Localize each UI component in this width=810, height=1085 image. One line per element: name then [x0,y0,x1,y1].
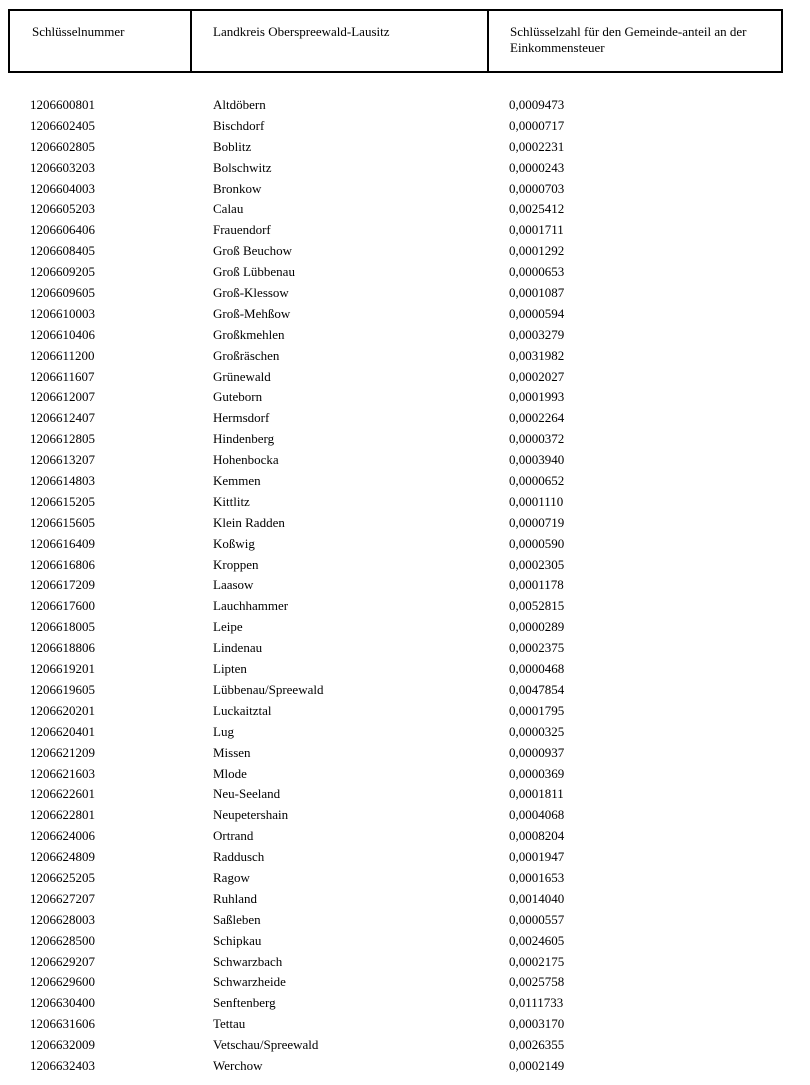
row-ratio: 0,0052815 [509,598,565,614]
row-key: 1206610406 [30,326,95,342]
row-municipality: Großräschen [213,347,280,363]
table-row [0,137,810,158]
table-row [0,450,810,471]
row-municipality: Guteborn [213,389,263,405]
table-row [0,220,810,241]
table-row [0,304,810,325]
row-ratio: 0,0000594 [509,305,565,321]
row-municipality: Großkmehlen [213,326,285,342]
table-row [0,387,810,408]
row-municipality: Frauendorf [213,222,271,238]
row-ratio: 0,0004068 [509,807,565,823]
row-key: 1206624809 [30,849,95,865]
row-key: 1206631606 [30,1016,95,1032]
table-row [0,910,810,931]
table-row [0,680,810,701]
row-key: 1206602805 [30,138,95,154]
row-municipality: Koßwig [213,535,255,551]
row-key: 1206619605 [30,681,95,697]
header-ratio-label: Schlüsselzahl für den Gemeinde-anteil an der Einkommensteuer [510,24,747,55]
row-municipality: Vetschau/Spreewald [213,1037,319,1053]
row-ratio: 0,0025758 [509,974,565,990]
row-key: 1206621209 [30,744,95,760]
row-ratio: 0,0008204 [509,828,565,844]
row-key: 1206618005 [30,619,95,635]
row-ratio: 0,0000369 [509,765,565,781]
row-ratio: 0,0003279 [509,326,565,342]
row-municipality: Groß Lübbenau [213,264,295,280]
row-ratio: 0,0001087 [509,285,565,301]
row-municipality: Ragow [213,869,250,885]
row-ratio: 0,0001811 [509,786,564,802]
row-key: 1206614803 [30,473,95,489]
row-municipality: Klein Radden [213,514,285,530]
table-row [0,1014,810,1035]
row-key: 1206603203 [30,159,95,175]
row-municipality: Grünewald [213,368,271,384]
row-municipality: Mlode [213,765,247,781]
table-row [0,847,810,868]
row-municipality: Lauchhammer [213,598,289,614]
table-row [0,826,810,847]
row-municipality: Hermsdorf [213,410,270,426]
row-municipality: Neu-Seeland [213,786,281,802]
row-ratio: 0,0111733 [509,995,564,1011]
row-municipality: Laasow [213,577,254,593]
row-ratio: 0,0002027 [509,368,565,384]
table-row [0,325,810,346]
row-key: 1206622601 [30,786,95,802]
row-key: 1206628500 [30,932,95,948]
row-key: 1206612805 [30,431,95,447]
row-municipality: Kemmen [213,473,261,489]
table-row [0,617,810,638]
row-municipality: Schwarzbach [213,953,283,969]
row-key: 1206629600 [30,974,95,990]
row-key: 1206611607 [30,368,95,384]
row-municipality: Lindenau [213,640,263,656]
table-row [0,241,810,262]
row-key: 1206613207 [30,452,95,468]
table-row [0,429,810,450]
row-municipality: Lug [213,723,234,739]
table-row [0,993,810,1014]
table-header [8,9,783,73]
table-row [0,408,810,429]
row-municipality: Ruhland [213,890,258,906]
row-key: 1206619201 [30,661,95,677]
row-municipality: Kroppen [213,556,259,572]
table-body [0,95,810,1077]
table-row [0,179,810,200]
row-ratio: 0,0002375 [509,640,565,656]
header-ratio-column [489,11,781,71]
row-municipality: Tettau [213,1016,246,1032]
table-row [0,931,810,952]
row-municipality: Groß-Mehßow [213,305,291,321]
row-key: 1206620401 [30,723,95,739]
table-row [0,534,810,555]
row-ratio: 0,0026355 [509,1037,565,1053]
row-key: 1206616806 [30,556,95,572]
row-ratio: 0,0003170 [509,1016,565,1032]
row-municipality: Werchow [213,1057,263,1073]
row-ratio: 0,0000590 [509,535,565,551]
row-key: 1206621603 [30,765,95,781]
row-municipality: Raddusch [213,849,265,865]
row-municipality: Leipe [213,619,243,635]
row-municipality: Schipkau [213,932,262,948]
row-ratio: 0,0024605 [509,932,565,948]
table-row [0,889,810,910]
row-ratio: 0,0000243 [509,159,565,175]
row-municipality: Altdöbern [213,97,266,112]
row-key: 1206615605 [30,514,95,530]
table-row [0,1035,810,1056]
row-key: 1206630400 [30,995,95,1011]
row-ratio: 0,0002149 [509,1057,565,1073]
row-ratio: 0,0000468 [509,661,565,677]
table-row [0,638,810,659]
table-row [0,471,810,492]
row-municipality: Missen [213,744,251,760]
row-municipality: Calau [213,201,244,217]
table-row [0,722,810,743]
table-row [0,199,810,220]
row-ratio: 0,0014040 [509,890,565,906]
table-row [0,805,810,826]
row-ratio: 0,0000937 [509,744,565,760]
row-municipality: Hohenbocka [213,452,279,468]
table-row [0,346,810,367]
row-key: 1206608405 [30,243,95,259]
row-ratio: 0,0000289 [509,619,565,635]
row-ratio: 0,0000719 [509,514,565,530]
table-row [0,596,810,617]
table-row [0,555,810,576]
row-municipality: Lipten [213,661,247,677]
row-ratio: 0,0031982 [509,347,565,363]
row-ratio: 0,0001653 [509,869,565,885]
row-key: 1206617600 [30,598,95,614]
row-ratio: 0,0000653 [509,264,565,280]
row-ratio: 0,0000557 [509,911,565,927]
table-row [0,743,810,764]
row-key: 1206600801 [30,97,95,112]
row-key: 1206620201 [30,702,95,718]
row-ratio: 0,0002305 [509,556,565,572]
row-municipality: Bronkow [213,180,262,196]
row-key: 1206609205 [30,264,95,280]
row-key: 1206615205 [30,493,95,509]
row-ratio: 0,0003940 [509,452,565,468]
row-ratio: 0,0000652 [509,473,565,489]
row-key: 1206627207 [30,890,95,906]
table-row [0,952,810,973]
row-ratio: 0,0002231 [509,138,565,154]
row-key: 1206616409 [30,535,95,551]
row-key: 1206629207 [30,953,95,969]
table-row [0,659,810,680]
row-municipality: Groß Beuchow [213,243,293,259]
row-ratio: 0,0001795 [509,702,565,718]
row-ratio: 0,0009473 [509,97,565,112]
row-key: 1206624006 [30,828,95,844]
row-key: 1206602405 [30,117,95,133]
row-ratio: 0,0025412 [509,201,565,217]
row-municipality: Ortrand [213,828,254,844]
table-row [0,1056,810,1077]
row-ratio: 0,0000703 [509,180,565,196]
row-key: 1206606406 [30,222,95,238]
row-municipality: Lübbenau/Spreewald [213,681,324,697]
row-key: 1206632009 [30,1037,95,1053]
row-municipality: Boblitz [213,138,252,154]
row-key: 1206610003 [30,305,95,321]
row-ratio: 0,0001947 [509,849,565,865]
table-row [0,95,810,116]
table-row [0,116,810,137]
row-ratio: 0,0001993 [509,389,565,405]
row-key: 1206611200 [30,347,95,363]
row-key: 1206604003 [30,180,95,196]
row-municipality: Bolschwitz [213,159,272,175]
row-key: 1206605203 [30,201,95,217]
table-row [0,868,810,889]
row-municipality: Schwarzheide [213,974,286,990]
table-row [0,492,810,513]
table-row [0,764,810,785]
row-key: 1206622801 [30,807,95,823]
header-district-column: Landkreis Oberspreewald-Lausitz [192,11,489,71]
row-key: 1206632403 [30,1057,95,1073]
row-key: 1206625205 [30,869,95,885]
table-row [0,701,810,722]
table-row [0,158,810,179]
table-row [0,262,810,283]
header-key-column: Schlüsselnummer [10,11,192,71]
row-ratio: 0,0000325 [509,723,565,739]
row-ratio: 0,0000717 [509,117,565,133]
row-key: 1206609605 [30,285,95,301]
table-row [0,784,810,805]
row-municipality: Luckaitztal [213,702,272,718]
row-ratio: 0,0001178 [509,577,564,593]
row-ratio: 0,0047854 [509,681,565,697]
row-municipality: Groß-Klessow [213,285,289,301]
row-municipality: Neupetershain [213,807,289,823]
table-row [0,367,810,388]
row-ratio: 0,0002264 [509,410,565,426]
row-municipality: Hindenberg [213,431,275,447]
row-municipality: Kittlitz [213,493,250,509]
row-key: 1206612407 [30,410,95,426]
row-municipality: Senftenberg [213,995,276,1011]
row-municipality: Saßleben [213,911,261,927]
row-key: 1206628003 [30,911,95,927]
row-key: 1206612007 [30,389,95,405]
row-ratio: 0,0000372 [509,431,565,447]
table-row [0,972,810,993]
row-municipality: Bischdorf [213,117,265,133]
table-row [0,283,810,304]
row-ratio: 0,0002175 [509,953,565,969]
row-ratio: 0,0001711 [509,222,564,238]
table-row [0,575,810,596]
table-row [0,513,810,534]
row-key: 1206617209 [30,577,95,593]
row-key: 1206618806 [30,640,95,656]
row-ratio: 0,0001292 [509,243,565,259]
row-ratio: 0,0001110 [509,493,564,509]
